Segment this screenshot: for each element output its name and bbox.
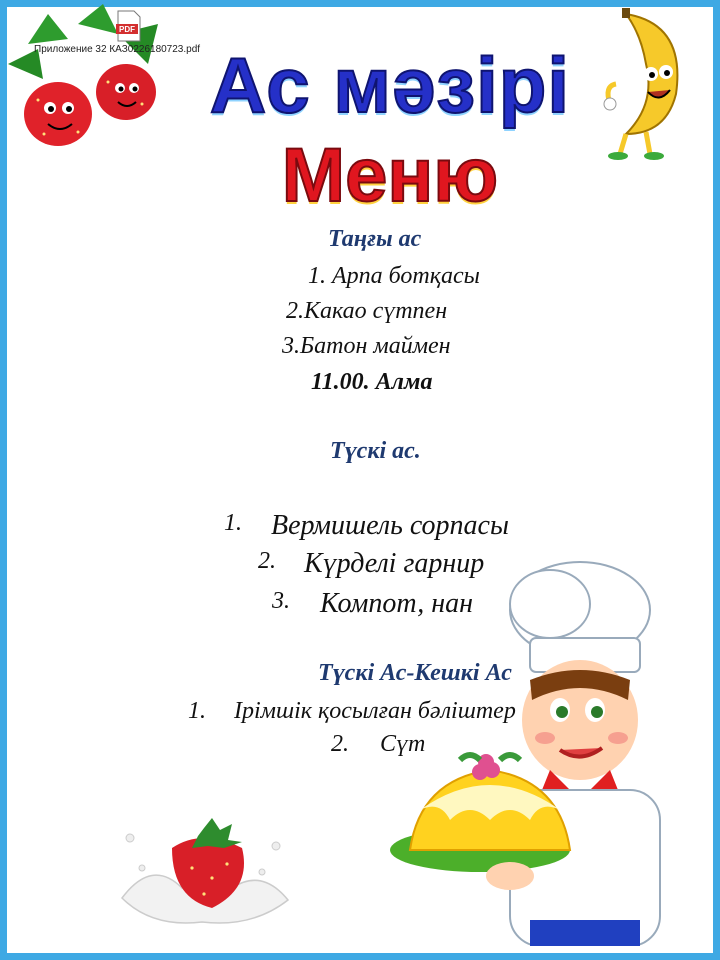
breakfast-item-2: 2.Какао сүтпен <box>286 298 448 324</box>
lunch-num-3: 3. <box>272 588 290 614</box>
lunch-item-1: Вермишель сорпасы <box>271 510 509 541</box>
lunch-num-1: 1. <box>224 510 242 536</box>
lunch-heading: Түскі ас. <box>330 438 421 464</box>
lunch-num-2: 2. <box>258 548 276 574</box>
dinner-item-1: Ірімшік қосылған бәліштер <box>234 698 516 724</box>
pdf-file-icon[interactable] <box>116 10 142 42</box>
chef-boy-icon <box>380 550 706 946</box>
dinner-item-2: Сүт <box>380 731 426 757</box>
title-russian: Меню <box>281 133 499 218</box>
pdf-filename[interactable]: Приложение 32 КАЗ0226180723.pdf <box>34 44 201 55</box>
banana-character-icon <box>596 4 708 164</box>
title-kazakh: Ас мәзірі <box>209 41 571 129</box>
breakfast-item-1: 1. Арпа ботқасы <box>308 263 480 289</box>
breakfast-item-3: 3.Батон маймен <box>282 333 451 359</box>
dinner-num-1: 1. <box>188 698 206 724</box>
snack-item: 11.00. Алма <box>311 369 433 395</box>
lunch-item-2: Күрделі гарнир <box>304 548 485 579</box>
dinner-heading: Түскі Ас-Кешкі Ас <box>318 660 512 686</box>
lunch-item-3: Компот, нан <box>320 588 474 619</box>
breakfast-heading: Таңғы ас <box>328 226 422 252</box>
svg-text:PDF: PDF <box>119 25 135 34</box>
dinner-num-2: 2. <box>331 731 349 757</box>
strawberries-icon <box>8 4 168 152</box>
strawberry-milk-splash-icon <box>112 818 298 936</box>
